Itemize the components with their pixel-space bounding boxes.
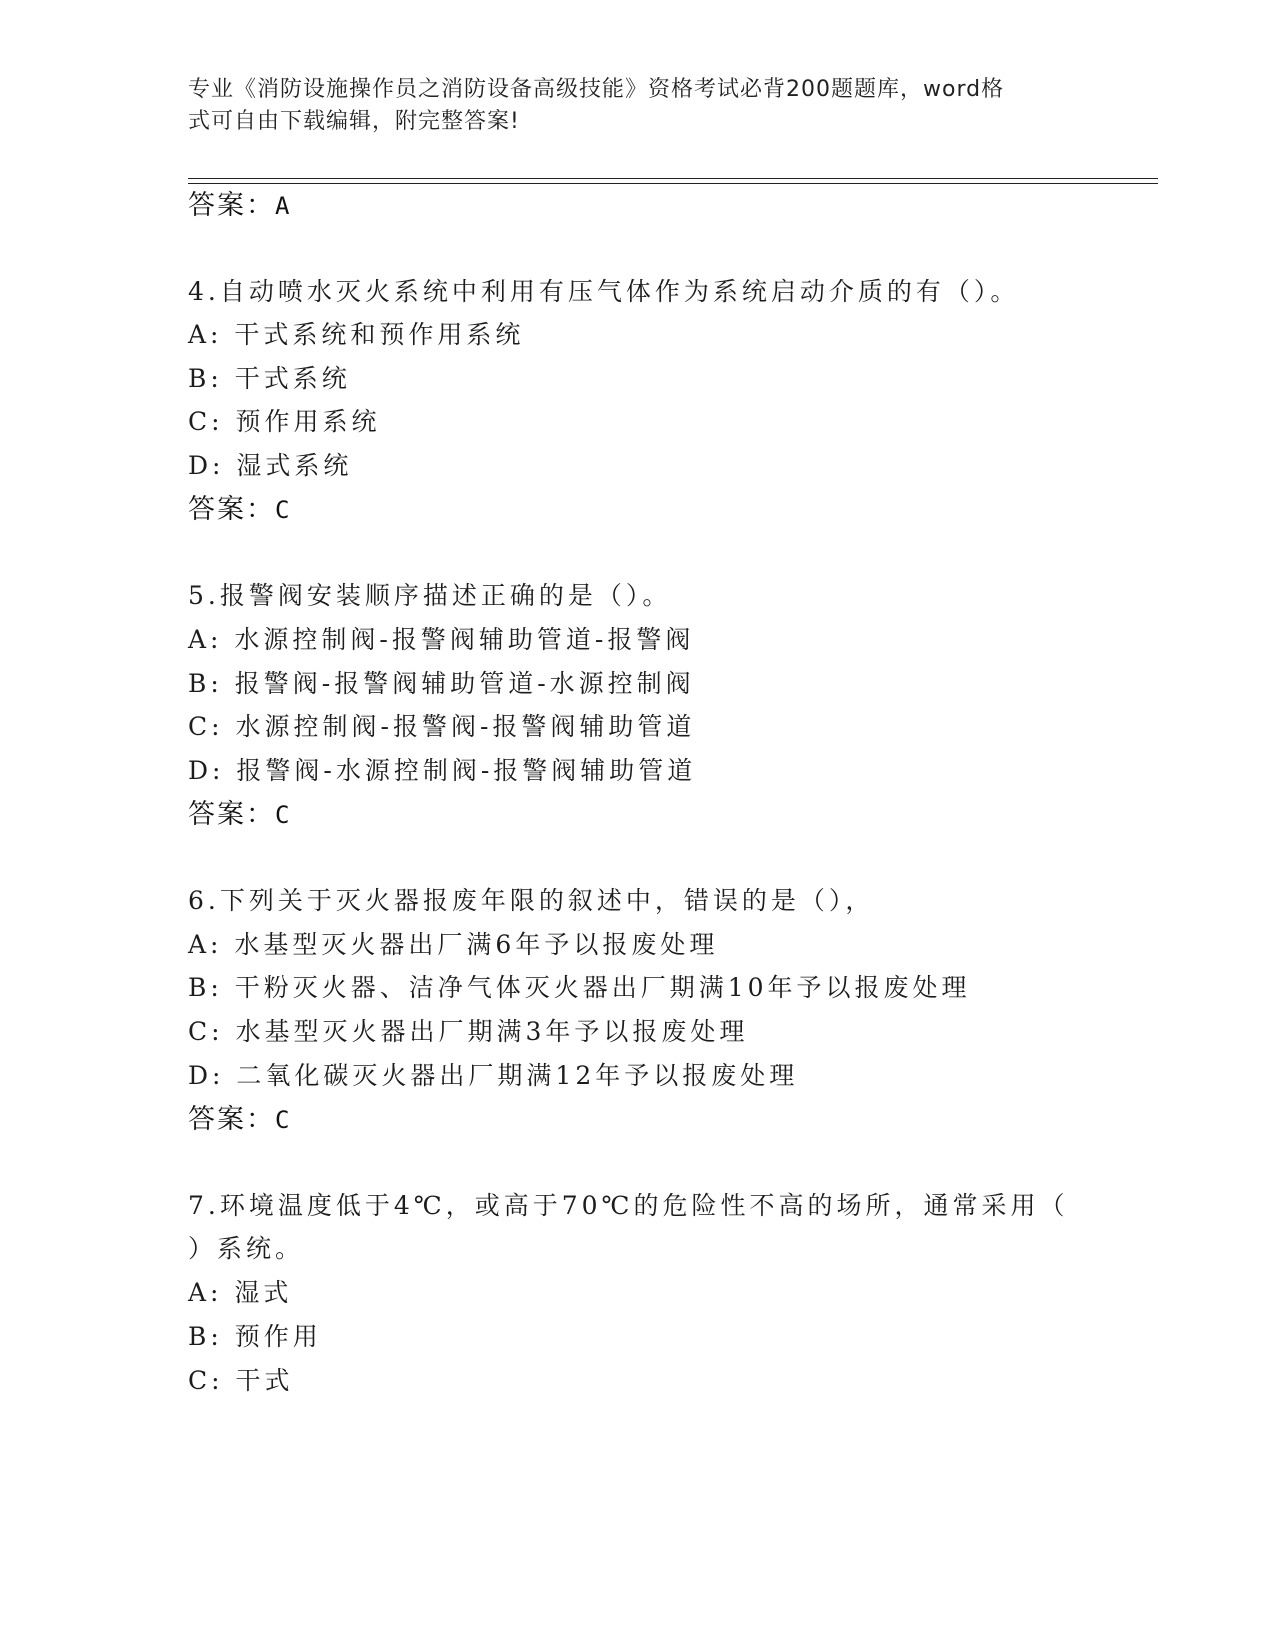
- question-7-stem-line-1: 7.环境温度低于4℃，或高于70℃的危险性不高的场所，通常采用（: [188, 1191, 1069, 1220]
- header-divider-bottom: [188, 183, 1158, 184]
- question-6-option-c: C: 水基型灭火器出厂期满3年予以报废处理: [188, 1017, 749, 1046]
- question-6-option-d: D: 二氧化碳灭火器出厂期满12年予以报废处理: [188, 1061, 799, 1090]
- question-4-answer: [188, 494, 289, 526]
- question-7-stem-line-2: ）系统。: [188, 1234, 305, 1263]
- answer-label: 答案：: [188, 494, 275, 525]
- answer-prev: [188, 190, 289, 222]
- answer-value: C: [275, 496, 290, 524]
- question-4-option-d: D: 湿式系统: [188, 451, 353, 480]
- answer-value: A: [275, 192, 290, 220]
- answer-value: C: [275, 801, 290, 829]
- question-5-option-d: D: 报警阀-水源控制阀-报警阀辅助管道: [188, 756, 697, 785]
- document-header: [188, 74, 1068, 138]
- header-line-2: 式可自由下载编辑，附完整答案!: [188, 109, 520, 134]
- question-6-answer: [188, 1104, 289, 1136]
- question-4-option-b: B: 干式系统: [188, 364, 351, 393]
- question-6-stem: 6.下列关于灭火器报废年限的叙述中，错误的是（），: [188, 886, 875, 915]
- answer-label: 答案：: [188, 190, 275, 221]
- question-4-option-a: A: 干式系统和预作用系统: [188, 320, 525, 349]
- question-5-option-c: C: 水源控制阀-报警阀-报警阀辅助管道: [188, 712, 696, 741]
- question-7-option-b: B: 预作用: [188, 1322, 322, 1351]
- header-line-1: 专业《消防设施操作员之消防设备高级技能》资格考试必背200题题库，word格: [188, 77, 1005, 102]
- question-5-option-a: A: 水源控制阀-报警阀辅助管道-报警阀: [188, 625, 695, 654]
- answer-label: 答案：: [188, 1104, 275, 1135]
- question-6-option-b: B: 干粉灭火器、洁净气体灭火器出厂期满10年予以报废处理: [188, 973, 971, 1002]
- question-5-answer: [188, 799, 289, 831]
- answer-label: 答案：: [188, 799, 275, 830]
- question-4-option-c: C: 预作用系统: [188, 407, 381, 436]
- header-divider-top: [188, 178, 1158, 179]
- question-6-option-a: A: 水基型灭火器出厂满6年予以报废处理: [188, 930, 719, 959]
- question-5-stem: 5.报警阀安装顺序描述正确的是（）。: [188, 581, 672, 610]
- question-7-option-c: C: 干式: [188, 1366, 294, 1395]
- question-4-stem: 4.自动喷水灭火系统中利用有压气体作为系统启动介质的有（）。: [188, 277, 1020, 306]
- answer-value: C: [275, 1106, 290, 1134]
- question-5-option-b: B: 报警阀-报警阀辅助管道-水源控制阀: [188, 669, 695, 698]
- question-7-option-a: A: 湿式: [188, 1278, 293, 1307]
